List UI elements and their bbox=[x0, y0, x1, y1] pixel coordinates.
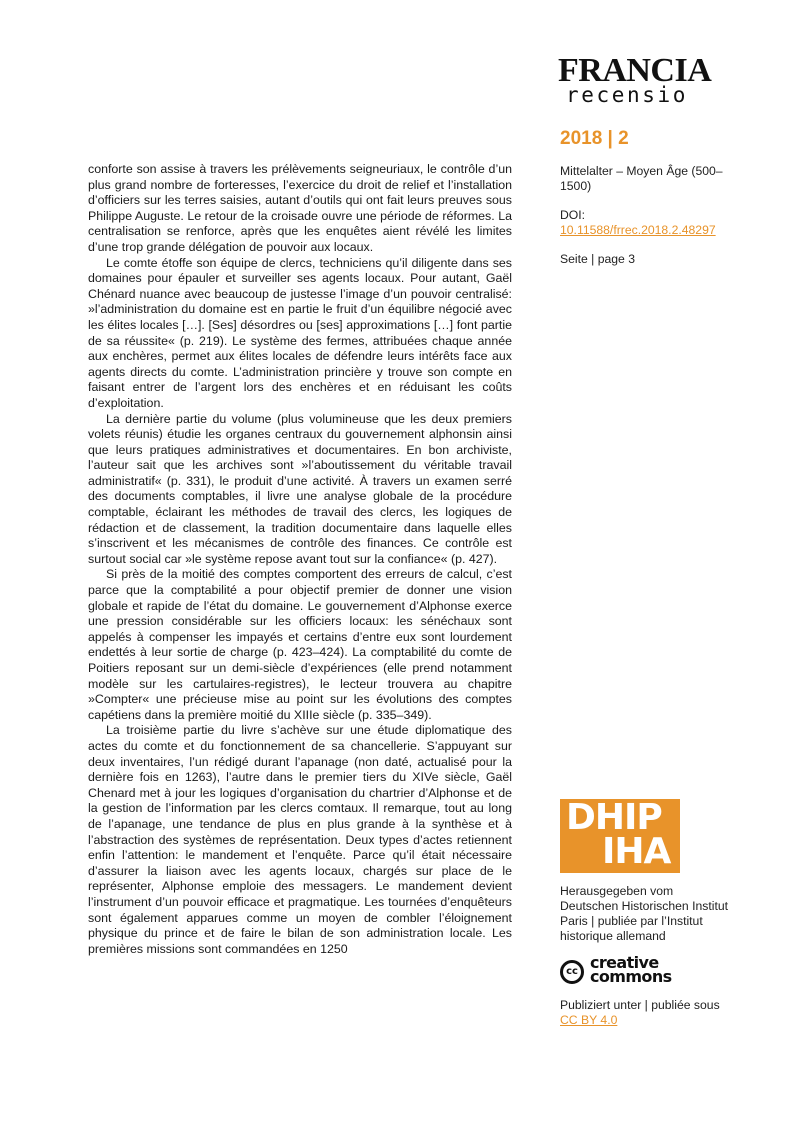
cc-wordmark bbox=[590, 953, 672, 986]
francia-recensio-logo bbox=[558, 52, 718, 107]
paragraph: Si près de la moitié des comptes comportent des erreurs de calcul, c’est parce que la comptabilité a pour objectif premier de donner une vision globale et rapide de l’état du domaine. Le gouvernement d’Alphonse exerce une pression considérable sur les officiers locaux: les sénéchaux sont appelés à compenser les impayés et certains d’entre eux sont lourdement endettés à leur sortie de charge (p. 423–424). La comptabilité du comte de Poitiers reposant sur un demi-siècle d’expériences (elle prend notamment modèle sur les cartulaires-registres), le lecteur trouvera au chapitre »Compter« une précieuse mise au point sur les évolutions des comptes capétiens dans la première moitié du XIIIe siècle (p. 335–349). bbox=[88, 567, 512, 722]
dhip-logo-line1: DHIP bbox=[566, 797, 662, 838]
license-link[interactable]: CC BY 4.0 bbox=[560, 1013, 618, 1027]
doi-block bbox=[560, 208, 730, 238]
period-label: Mittelalter – Moyen Âge (500–1500) bbox=[560, 164, 723, 193]
logo-main-text: FRANCIA bbox=[558, 52, 712, 89]
doi-link[interactable]: 10.11588/frrec.2018.2.48297 bbox=[560, 223, 716, 237]
creative-commons-logo bbox=[560, 953, 720, 991]
cc-wordmark-line2: commons bbox=[590, 967, 672, 986]
paragraph: La dernière partie du volume (plus volumineuse que les deux premiers volets réunis) étudie les organes centraux du gouvernement alphonsin ainsi que leurs pratiques administratives et documentaires. En bon archiviste, l’auteur sait que les archives sont »l’aboutissement du véritable travail administratif« (p. 331), le produit d’une activité. À travers un examen serré des documents comptables, il livre une analyse globale de la procédure comptable, éclairant les méthodes de travail des clercs, les logiques de rédaction et de classement, la tradition documentaire dans laquelle elles s’inscrivent et les mécanismes de contrôle des finances. Ce contrôle est surtout social car »le système repose avant tout sur la confiance« (p. 427). bbox=[88, 411, 512, 566]
cc-icon: cc bbox=[560, 960, 584, 984]
logo-sub-text: recensio bbox=[566, 83, 688, 107]
dhip-logo bbox=[560, 799, 680, 873]
paragraph: La troisième partie du livre s’achève sur une étude diplomatique des actes du comte et du fonctionnement de sa chancellerie. S’appuyant sur deux inventaires, l’un rédigé durant l’apanage (non daté, actualisé pour la dernière fois en 1263), l’autre dans le premier tiers du XIVe siècle, Gaël Chenard met à jour les logiques d’organisation du chartrier d’Alphonse et de la gestion de l’information par les clercs comtaux. Il remarque, tout au long de l’apanage, une tendance de plus en plus grande à la synthèse et à l’abstraction des systèmes de représentation. Deux types d’actes retiennent enfin l’attention: le mandement et l’enquête. Parce qu’il était nécessaire d’assurer la liaison avec les agents locaux, chargés sur place de le représenter, Alphonse emploie des messagers. Le mandement devient l’instrument d’un pouvoir efficace et pragmatique. Les tournées d’enquêteurs sont également apparues comme un moyen de combler l’éloignement physique du prince et de faire le bilan de son administration locale. Les premières missions sont commandées en 1250 bbox=[88, 723, 512, 956]
license-block bbox=[560, 998, 730, 1028]
publisher-text: Herausgegeben vom Deutschen Historischen Institut Paris | publiée par l’Institut historique allemand bbox=[560, 884, 728, 943]
issue-number: 2018 | 2 bbox=[560, 128, 629, 149]
dhip-logo-line2: IHA bbox=[602, 831, 671, 872]
cc-wordmark-line1: creative bbox=[590, 953, 659, 972]
page-number: Seite | page 3 bbox=[560, 252, 635, 266]
doi-label: DOI: bbox=[560, 208, 586, 222]
paragraph: Le comte étoffe son équipe de clercs, techniciens qu’il diligente dans ses domaines pour épauler et surveiller ses agents locaux. Pour autant, Gaël Chénard nuance avec beaucoup de justesse l’image d’un pouvoir centralisé: »l’administration du domaine est en partie le fruit d’un équilibre négocié avec les élites locales […]. [Ses] désordres ou [ses] approximations […] font partie de sa réussite« (p. 219). Le système des fermes, attribuées chaque année aux enchères, permet aux élites locales de défendre leurs intérêts face aux agents directs du comte. L’administration princière y trouve son compte en faisant entrer de l’argent lors des enchères et en réduisant les coûts d’exploitation. bbox=[88, 255, 512, 410]
paragraph: conforte son assise à travers les prélèvements seigneuriaux, le contrôle d’un plus grand nombre de forteresses, l’exercice du droit de relief et l’installation d’officiers sur les terres saisies, autant d’outils qui ont fait leurs preuves sous Philippe Auguste. Le retour de la croisade ouvre une période de réformes. La centralisation se renforce, après que les enquêtes aient révélé les limites d’une trop grande délégation de pouvoir aux locaux. bbox=[88, 162, 512, 254]
license-text: Publiziert unter | publiée sous bbox=[560, 998, 720, 1012]
article-body bbox=[88, 162, 512, 957]
